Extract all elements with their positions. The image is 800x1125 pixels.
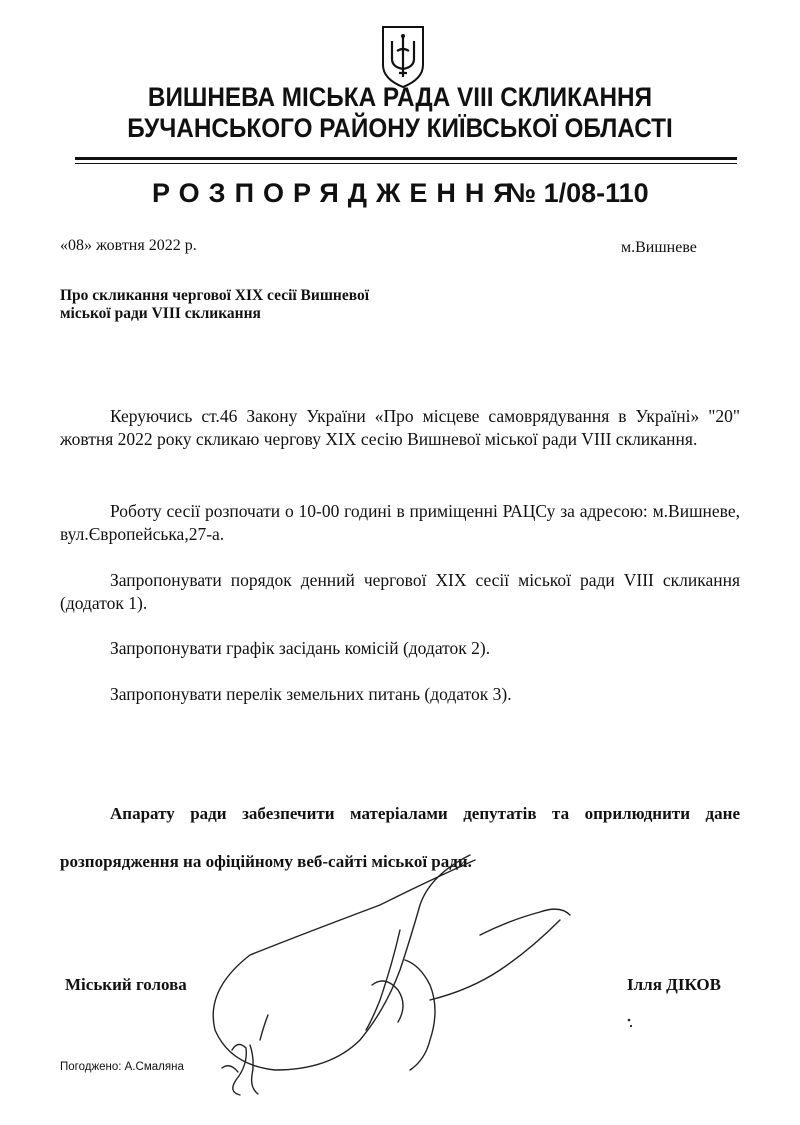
body-paragraph-2: Роботу сесії розпочати о 10-00 годині в приміщенні РАЦСу за адресою: м.Вишневе, вул.Європейська,27-а. bbox=[60, 501, 740, 544]
mayor-title: Міський голова bbox=[65, 975, 187, 994]
document-type: РОЗПОРЯДЖЕННЯ bbox=[152, 178, 522, 208]
body-paragraph-4: Запропонувати графік засідань комісій (додаток 2). bbox=[110, 638, 491, 658]
document-number: № 1/08-110 bbox=[506, 178, 649, 208]
body-paragraph-3: Запропонувати порядок денний чергової XIX сесії міської ради VIII скликання (додаток 1). bbox=[60, 570, 740, 613]
document-subject bbox=[60, 287, 369, 323]
document-date: «08» жовтня 2022 р. bbox=[60, 237, 197, 254]
header-rule-thick bbox=[75, 157, 737, 160]
subject-line-2: міської ради VIII скликання bbox=[60, 305, 261, 322]
council-name-line2: БУЧАНСЬКОГО РАЙОНУ КИЇВСЬКОЇ ОБЛАСТІ bbox=[127, 113, 673, 143]
mayor-name: Ілля ДІКОВ bbox=[627, 975, 721, 994]
body-paragraph-1: Керуючись ст.46 Закону України «Про місцеве самоврядування в Україні» "20" жовтня 2022 року скликаю чергову XIX сесію Вишневої міської ради VIII скликання. bbox=[60, 406, 740, 449]
agreed-by: Погоджено: А.Смаляна bbox=[60, 1061, 184, 1073]
document-place: м.Вишневе bbox=[621, 239, 697, 256]
council-name-line1: ВИШНЕВА МІСЬКА РАДА VIII СКЛИКАННЯ bbox=[147, 82, 653, 112]
trident-coat-of-arms-icon bbox=[380, 25, 426, 89]
subject-line-1: Про скликання чергової XIX сесії Вишневої bbox=[60, 287, 370, 304]
instruction-paragraph: Апарату ради забезпечити матеріалами депутатів та оприлюднити дане розпорядження на офіційному веб-сайті міської ради. bbox=[60, 804, 740, 871]
body-paragraph-5: Запропонувати перелік земельних питань (додаток 3). bbox=[110, 684, 512, 704]
header-rule-thin bbox=[75, 163, 737, 164]
